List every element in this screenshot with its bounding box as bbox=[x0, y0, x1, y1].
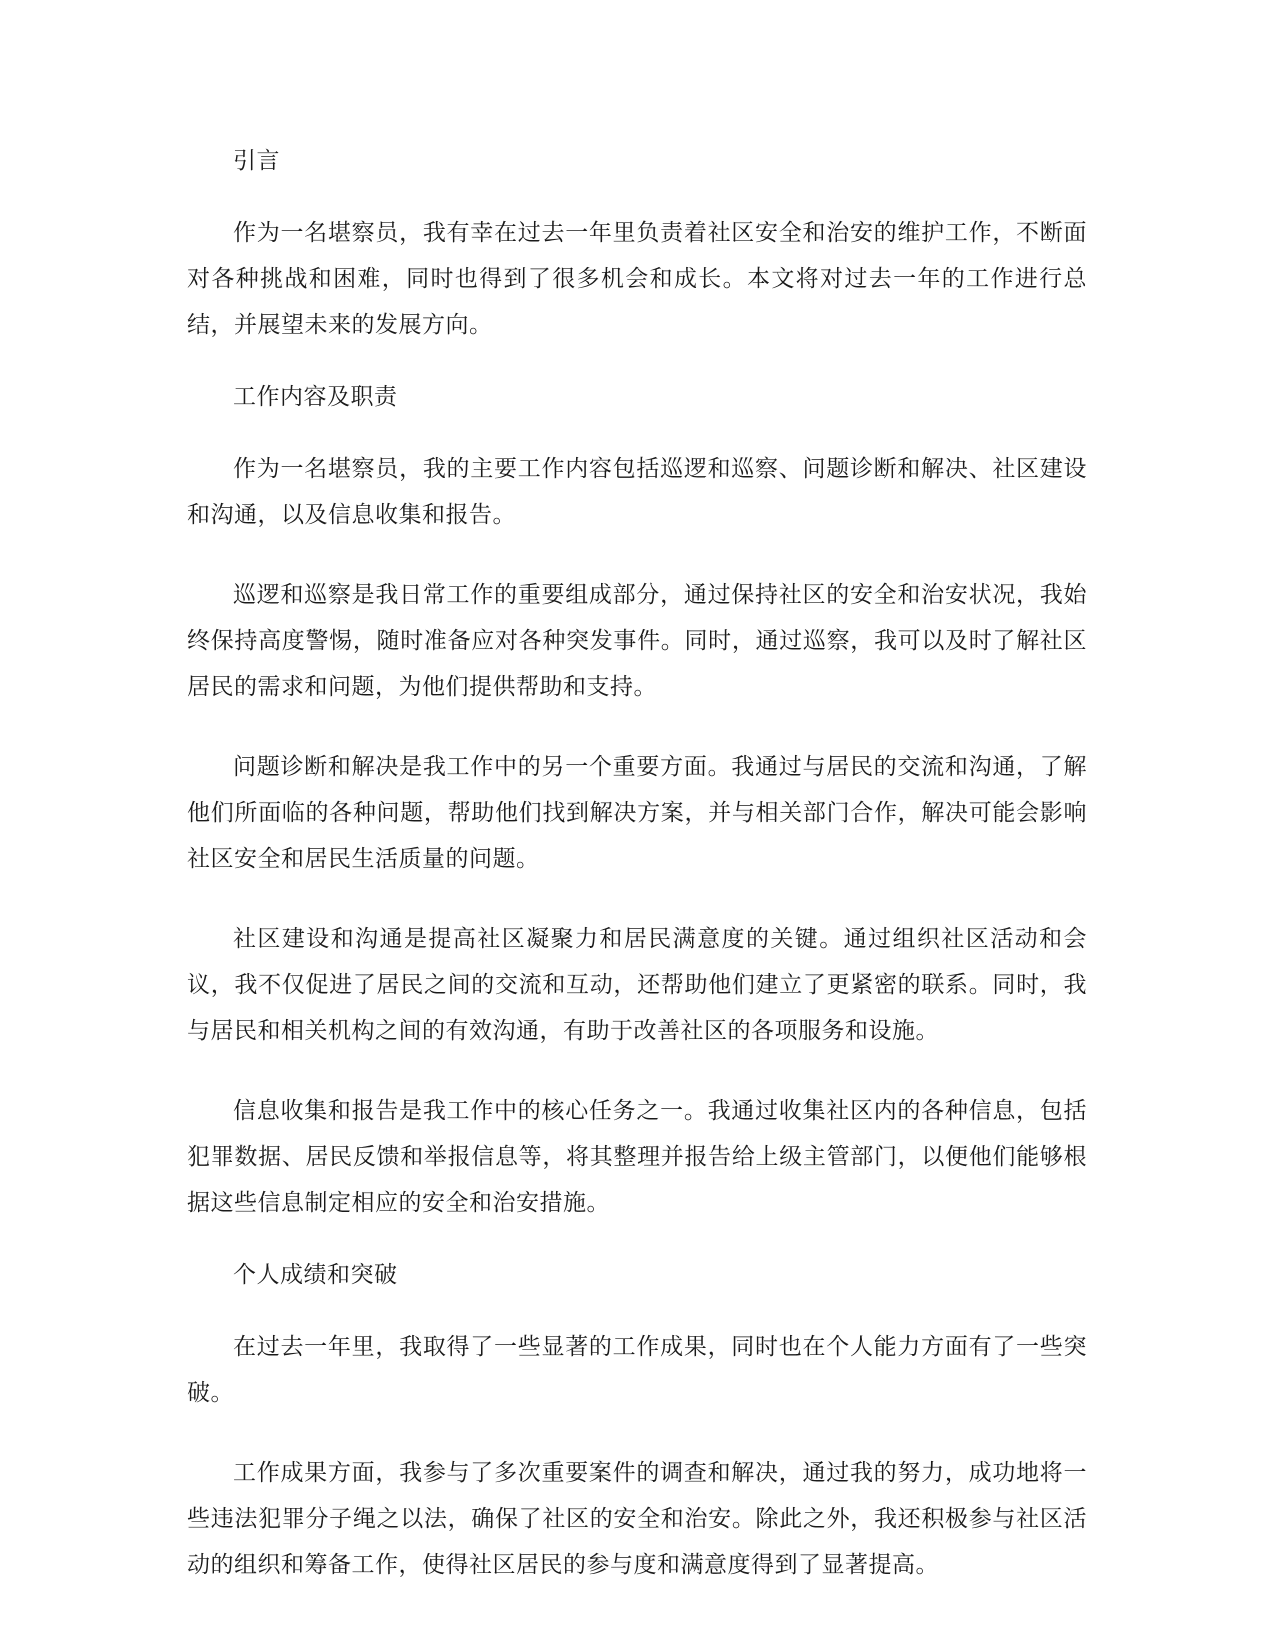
document-body bbox=[187, 146, 1087, 1622]
section-heading-introduction: 引言 bbox=[233, 148, 280, 174]
paragraph-achievements-overview: 在过去一年里，我取得了一些显著的工作成果，同时也在个人能力方面有了一些突破。 bbox=[187, 1334, 1087, 1406]
paragraph-patrol: 巡逻和巡察是我日常工作的重要组成部分，通过保持社区的安全和治安状况，我始终保持高度警惕，随时准备应对各种突发事件。同时，通过巡察，我可以及时了解社区居民的需求和问题，为他们提供帮助和支持。 bbox=[187, 582, 1087, 700]
paragraph-problem-solving: 问题诊断和解决是我工作中的另一个重要方面。我通过与居民的交流和沟通，了解他们所面临的各种问题，帮助他们找到解决方案，并与相关部门合作，解决可能会影响社区安全和居民生活质量的问题。 bbox=[187, 754, 1087, 872]
paragraph-community-building: 社区建设和沟通是提高社区凝聚力和居民满意度的关键。通过组织社区活动和会议，我不仅促进了居民之间的交流和互动，还帮助他们建立了更紧密的联系。同时，我与居民和相关机构之间的有效沟通，有助于改善社区的各项服务和设施。 bbox=[187, 926, 1087, 1044]
paragraph-work-results: 工作成果方面，我参与了多次重要案件的调查和解决，通过我的努力，成功地将一些违法犯罪分子绳之以法，确保了社区的安全和治安。除此之外，我还积极参与社区活动的组织和筹备工作，使得社区居民的参与度和满意度得到了显著提高。 bbox=[187, 1460, 1087, 1578]
paragraph-introduction: 作为一名堪察员，我有幸在过去一年里负责着社区安全和治安的维护工作，不断面对各种挑战和困难，同时也得到了很多机会和成长。本文将对过去一年的工作进行总结，并展望未来的发展方向。 bbox=[187, 220, 1087, 338]
paragraph-duties-overview: 作为一名堪察员，我的主要工作内容包括巡逻和巡察、问题诊断和解决、社区建设和沟通，以及信息收集和报告。 bbox=[187, 456, 1087, 528]
section-heading-duties: 工作内容及职责 bbox=[233, 384, 398, 410]
paragraph-information-collection: 信息收集和报告是我工作中的核心任务之一。我通过收集社区内的各种信息，包括犯罪数据、居民反馈和举报信息等，将其整理并报告给上级主管部门，以便他们能够根据这些信息制定相应的安全和治安措施。 bbox=[187, 1098, 1087, 1216]
section-heading-achievements: 个人成绩和突破 bbox=[233, 1262, 398, 1288]
